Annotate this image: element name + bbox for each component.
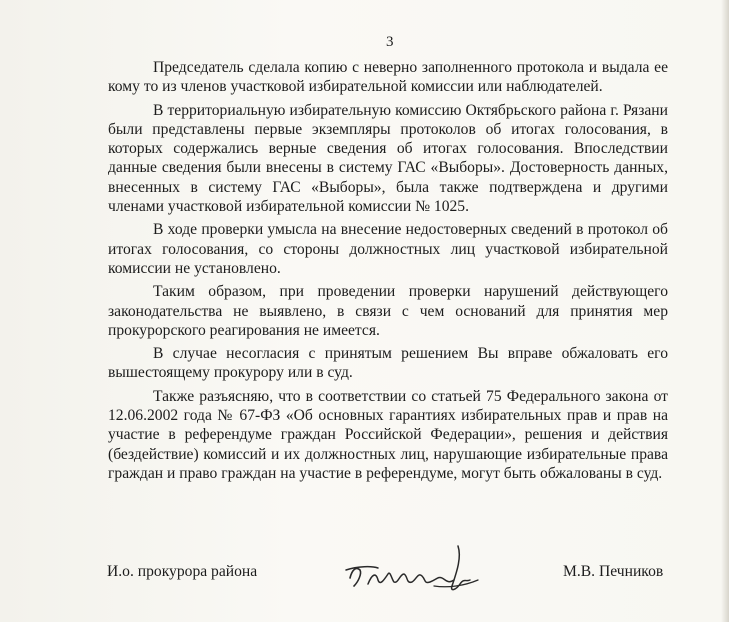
signatory-title: И.о. прокурора района bbox=[107, 563, 258, 580]
paragraph: В случае несогласия с принятым решением Вы вправе обжаловать его вышестоящему прокурору или в суд. bbox=[108, 345, 668, 382]
page-edge-shadow bbox=[721, 0, 729, 622]
paragraph: В территориальную избирательную комиссию Октябрьского района г. Рязани были представлены первые экземпляры протоколов об итогах голосования, в которых содержались верные сведения об итогах голосования. Впоследствии данные сведения были внесены в систему ГАС «Выборы». Достоверность данных, внесенных в систему ГАС «Выборы», была также подтверждена и другими членами участковой избирательной комиссии № 1025. bbox=[108, 101, 668, 216]
handwritten-signature bbox=[338, 540, 498, 600]
paragraph: Председатель сделала копию с неверно заполненного протокола и выдала ее кому то из членов участковой избирательной комиссии или наблюдателей. bbox=[108, 59, 668, 96]
paragraph: Также разъясняю, что в соответствии со статьей 75 Федерального закона от 12.06.2002 года № 67-ФЗ «Об основных гарантиях избирательных прав и прав на участие в референдуме граждан Российской Федерации», решения и действия (бездействие) комиссий и их должностных лиц, нарушающие избирательные права граждан и право граждан на участие в референдуме, могут быть обжалованы в суд. bbox=[108, 387, 668, 482]
letter-body bbox=[108, 58, 668, 487]
signatory-name: М.В. Печников bbox=[563, 563, 664, 580]
page-number: 3 bbox=[386, 34, 394, 50]
paragraph: Таким образом, при проведении проверки нарушений действующего законодательства не выявлено, в связи с чем оснований для принятия мер прокурорского реагирования не имеется. bbox=[108, 283, 668, 339]
paragraph: В ходе проверки умысла на внесение недостоверных сведений в протокол об итогах голосования, со стороны должностных лиц участковой избирательной комиссии не установлено. bbox=[108, 221, 668, 277]
